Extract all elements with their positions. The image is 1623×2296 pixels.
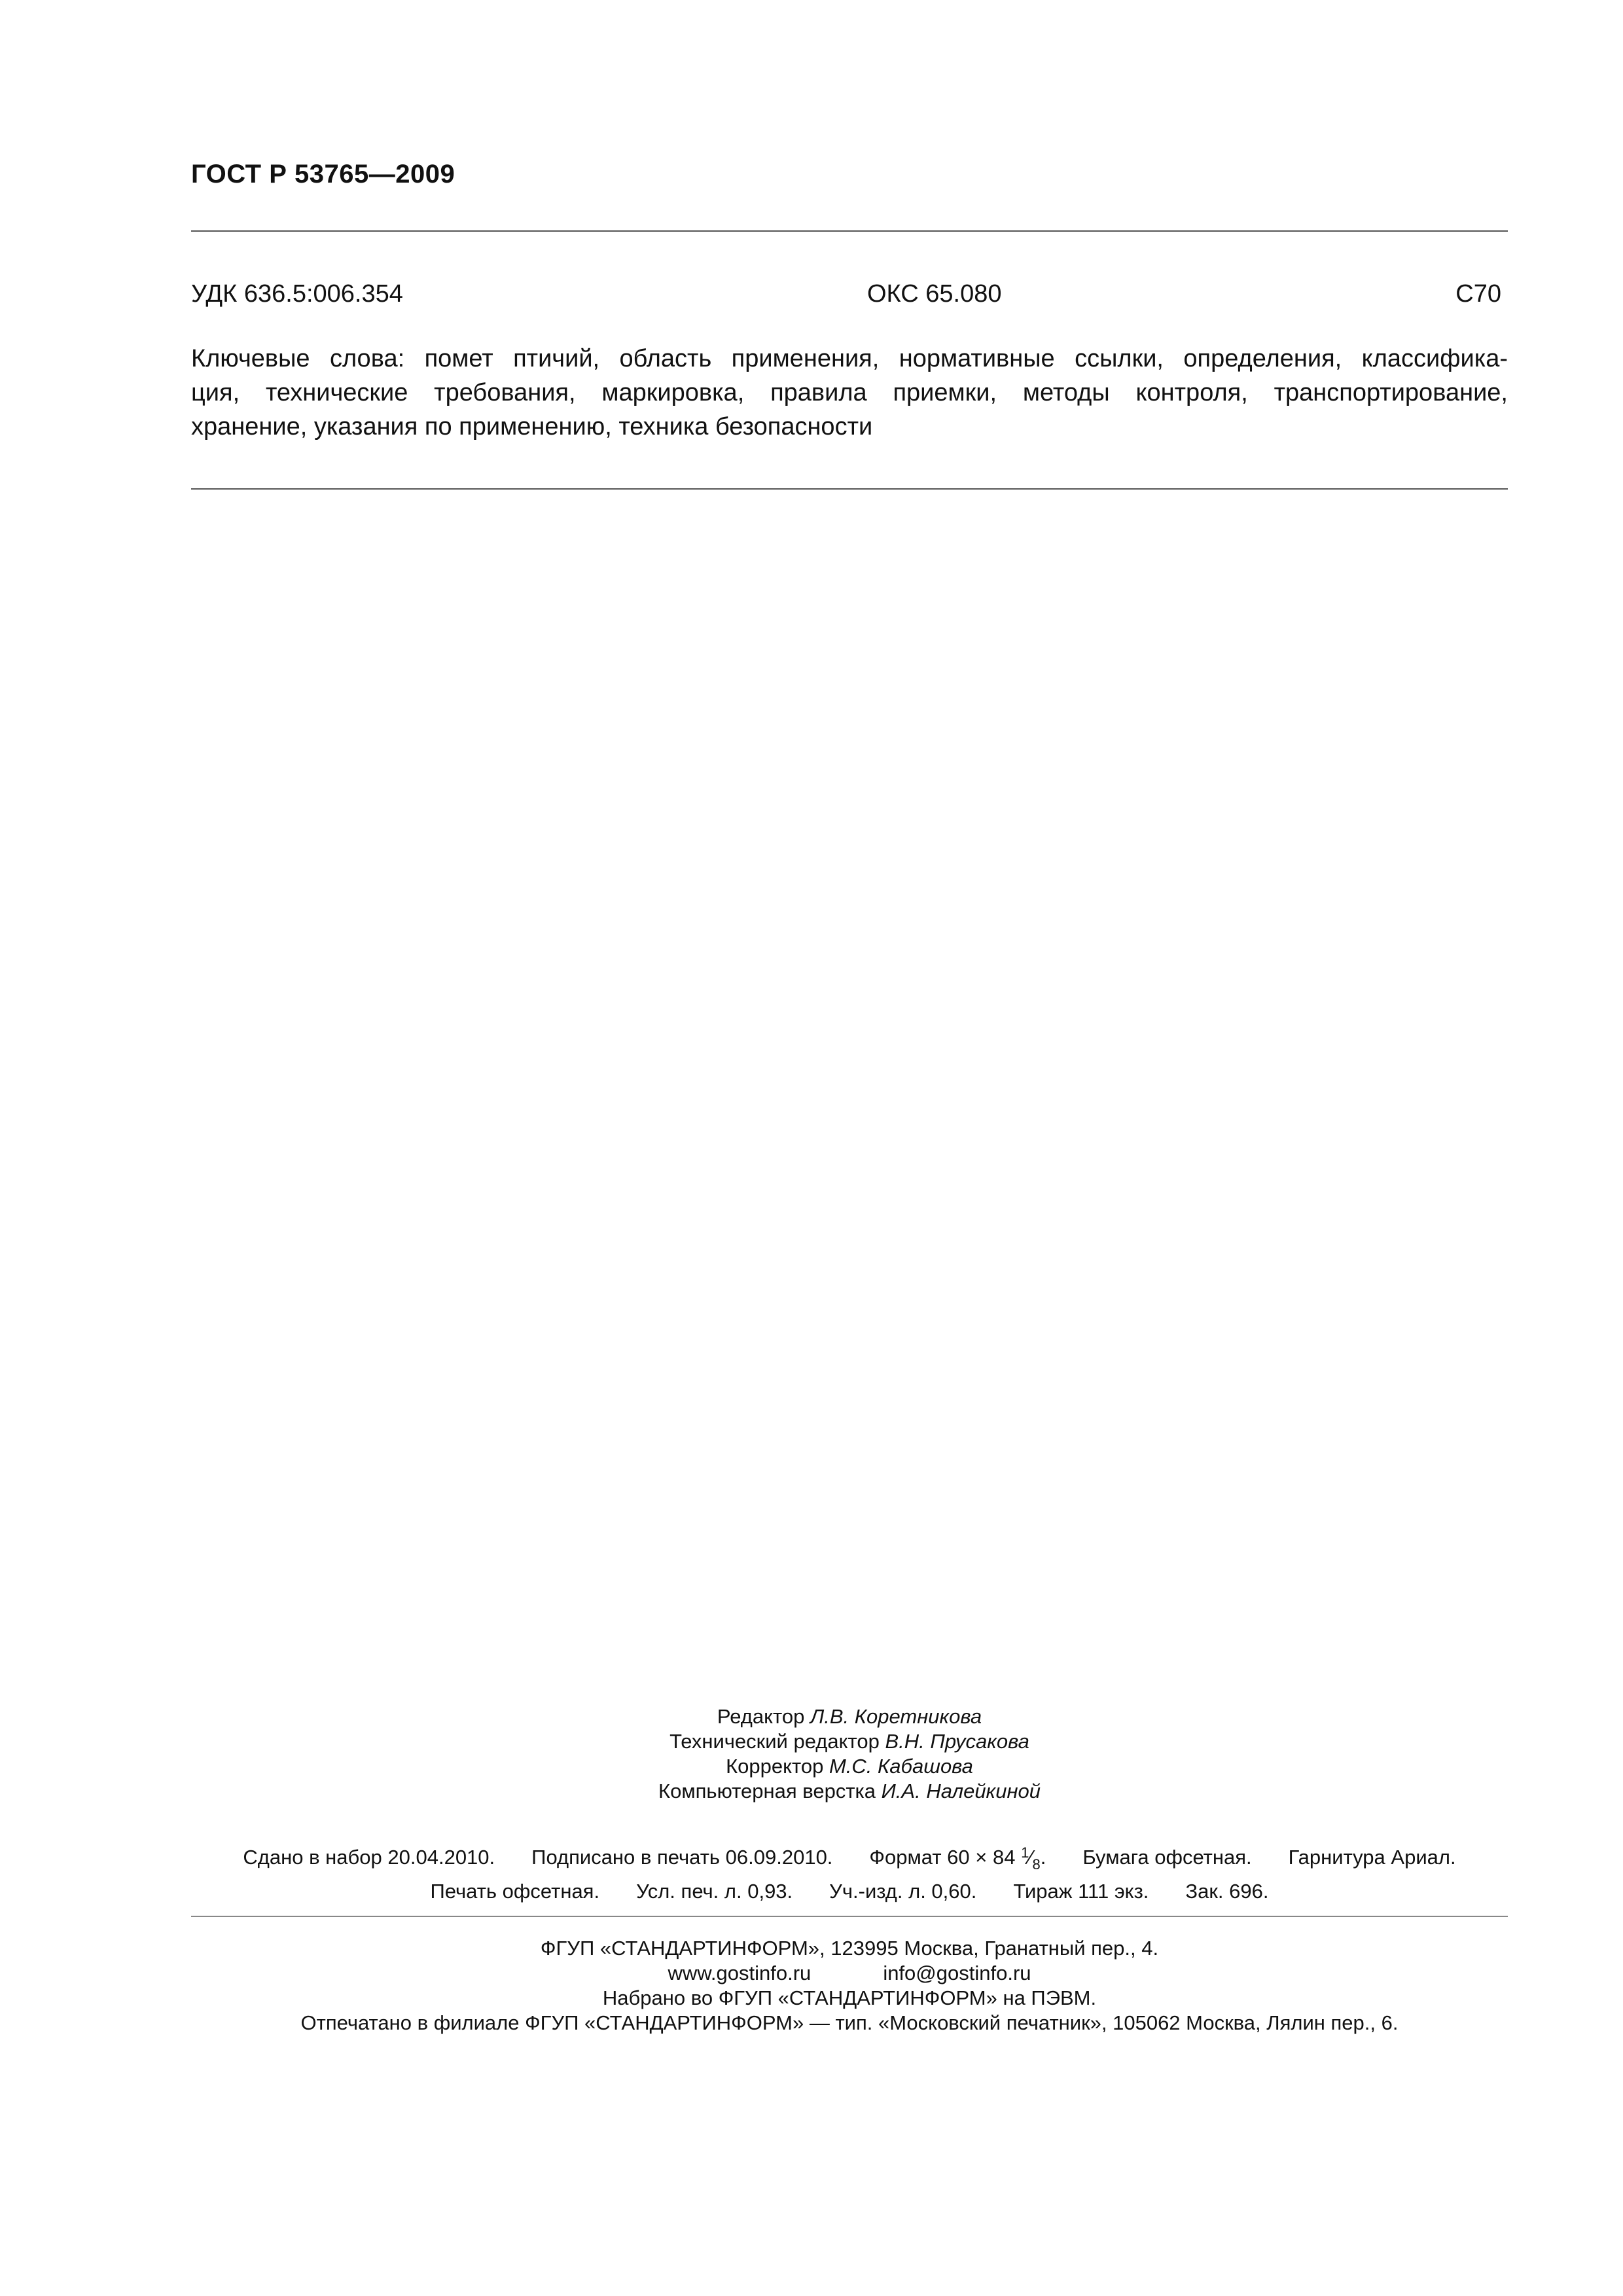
print-method: Печать офсетная.	[430, 1880, 600, 1903]
format-prefix: Формат 60 × 84	[869, 1846, 1022, 1869]
classification-row	[191, 280, 1508, 312]
oks-code: ОКС 65.080	[867, 280, 1002, 308]
credit-name: Л.В. Коретникова	[810, 1705, 982, 1728]
keywords-paragraph	[191, 342, 1508, 444]
credits-block	[191, 1704, 1508, 1804]
format-suffix: .	[1040, 1846, 1046, 1869]
submitted-date: Сдано в набор 20.04.2010.	[243, 1846, 495, 1869]
keywords-line-2: ция, технические требования, маркировка, правила приемки, методы контроля, транспортирование,	[191, 379, 1508, 406]
typeface: Гарнитура Ариал.	[1288, 1846, 1456, 1869]
contacts-line	[191, 1961, 1508, 1986]
signed-date: Подписано в печать 06.09.2010.	[531, 1846, 833, 1869]
credit-tech-editor	[191, 1729, 1508, 1754]
format-denominator: 8	[1032, 1856, 1041, 1873]
format-numerator: 1	[1021, 1844, 1029, 1861]
footer-block	[191, 1936, 1508, 2036]
credit-role: Технический редактор	[669, 1730, 885, 1753]
publisher-sheets: Уч.-изд. л. 0,60.	[829, 1880, 977, 1903]
top-divider	[191, 230, 1508, 232]
publication-line-2	[191, 1880, 1508, 1903]
credit-proofreader	[191, 1754, 1508, 1779]
print-sheets: Усл. печ. л. 0,93.	[636, 1880, 793, 1903]
email-link[interactable]: info@gostinfo.ru	[883, 1962, 1031, 1984]
publisher-address: ФГУП «СТАНДАРТИНФОРМ», 123995 Москва, Гранатный пер., 4.	[540, 1937, 1159, 1960]
credit-layout	[191, 1779, 1508, 1804]
document-code: ГОСТ Р 53765—2009	[191, 160, 455, 188]
group-code: С70	[1455, 280, 1501, 308]
credit-name: М.С. Кабашова	[829, 1755, 973, 1778]
paper-format: Формат 60 × 84 $^1⁄_8$.	[869, 1844, 1046, 1873]
udk-code: УДК 636.5:006.354	[191, 280, 403, 308]
credit-editor	[191, 1704, 1508, 1729]
credit-role: Редактор	[717, 1705, 810, 1728]
print-run: Тираж 111 экз.	[1013, 1880, 1149, 1903]
printed-note: Отпечатано в филиале ФГУП «СТАНДАРТИНФОРМ» — тип. «Московский печатник», 105062 Москва, Лялин пер., 6.	[300, 2011, 1399, 2034]
publication-line-1	[191, 1844, 1508, 1873]
credit-name: И.А. Налейкиной	[881, 1780, 1041, 1803]
credit-role: Компьютерная верстка	[658, 1780, 882, 1803]
credit-name: В.Н. Прусакова	[885, 1730, 1029, 1753]
keywords-line-1: Ключевые слова: помет птичий, область применения, нормативные ссылки, определения, классифика-	[191, 345, 1508, 372]
keywords-line-3: хранение, указания по применению, техника безопасности	[191, 413, 873, 440]
paper-type: Бумага офсетная.	[1082, 1846, 1252, 1869]
website-link[interactable]: www.gostinfo.ru	[668, 1962, 812, 1984]
order-number: Зак. 696.	[1185, 1880, 1269, 1903]
keywords-divider	[191, 488, 1508, 490]
footer-divider	[191, 1916, 1508, 1917]
credit-role: Корректор	[726, 1755, 829, 1778]
typeset-note: Набрано во ФГУП «СТАНДАРТИНФОРМ» на ПЭВМ.	[602, 1986, 1097, 2009]
